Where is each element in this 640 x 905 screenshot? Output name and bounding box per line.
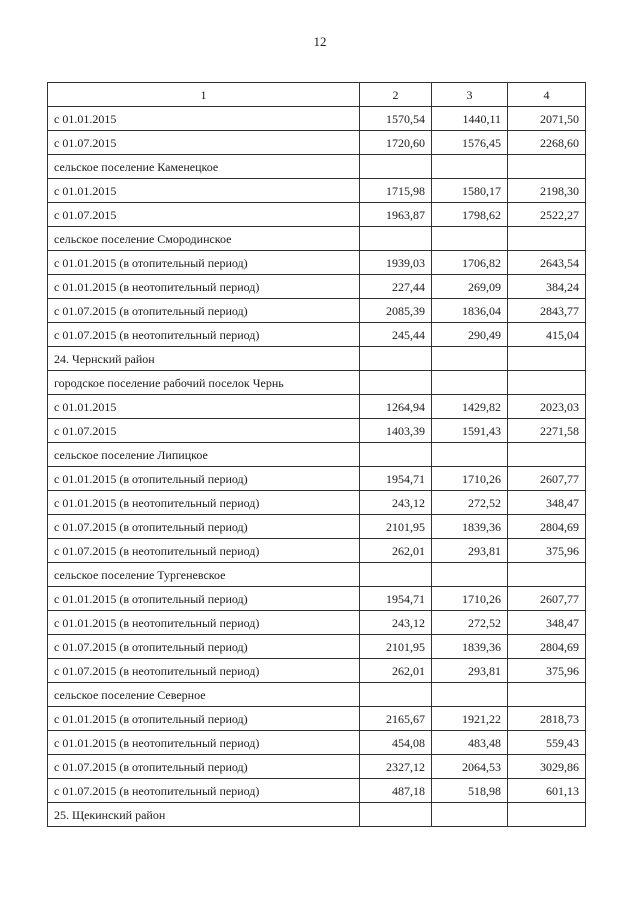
row-label: с 01.07.2015 (в неотопительный период) bbox=[48, 539, 360, 563]
table-row bbox=[48, 323, 586, 347]
table-row bbox=[48, 491, 586, 515]
row-label: сельское поселение Липицкое bbox=[48, 443, 360, 467]
value-cell-col3: 1839,36 bbox=[432, 515, 508, 539]
value-cell-col4: 2198,30 bbox=[508, 179, 586, 203]
value-cell-col4: 375,96 bbox=[508, 659, 586, 683]
value-cell-col3: 272,52 bbox=[432, 491, 508, 515]
table-header-row bbox=[48, 83, 586, 107]
table-row bbox=[48, 587, 586, 611]
table-row bbox=[48, 107, 586, 131]
row-label: 25. Щекинский район bbox=[48, 803, 360, 827]
table-row bbox=[48, 371, 586, 395]
table-row bbox=[48, 203, 586, 227]
table-row bbox=[48, 443, 586, 467]
table-row bbox=[48, 395, 586, 419]
row-label: с 01.07.2015 (в отопительный период) bbox=[48, 515, 360, 539]
value-cell-col4: 2643,54 bbox=[508, 251, 586, 275]
value-cell-col2: 487,18 bbox=[360, 779, 432, 803]
value-cell-col2 bbox=[360, 803, 432, 827]
value-cell-col4 bbox=[508, 803, 586, 827]
value-cell-col4: 2071,50 bbox=[508, 107, 586, 131]
column-header: 4 bbox=[508, 83, 586, 107]
value-cell-col3 bbox=[432, 227, 508, 251]
value-cell-col2: 243,12 bbox=[360, 611, 432, 635]
row-label: с 01.07.2015 (в неотопительный период) bbox=[48, 323, 360, 347]
value-cell-col3 bbox=[432, 803, 508, 827]
table-row bbox=[48, 635, 586, 659]
value-cell-col4 bbox=[508, 443, 586, 467]
row-label: городское поселение рабочий поселок Чернь bbox=[48, 371, 360, 395]
value-cell-col2: 454,08 bbox=[360, 731, 432, 755]
value-cell-col2 bbox=[360, 371, 432, 395]
column-header: 3 bbox=[432, 83, 508, 107]
value-cell-col3: 1576,45 bbox=[432, 131, 508, 155]
table-row bbox=[48, 467, 586, 491]
value-cell-col4: 348,47 bbox=[508, 491, 586, 515]
value-cell-col4: 2607,77 bbox=[508, 587, 586, 611]
value-cell-col4 bbox=[508, 155, 586, 179]
value-cell-col3: 293,81 bbox=[432, 539, 508, 563]
value-cell-col3: 290,49 bbox=[432, 323, 508, 347]
value-cell-col2: 262,01 bbox=[360, 659, 432, 683]
value-cell-col3: 1429,82 bbox=[432, 395, 508, 419]
value-cell-col3 bbox=[432, 371, 508, 395]
value-cell-col4: 415,04 bbox=[508, 323, 586, 347]
row-label: с 01.07.2015 (в отопительный период) bbox=[48, 299, 360, 323]
table-row bbox=[48, 611, 586, 635]
table-row bbox=[48, 515, 586, 539]
row-label: с 01.01.2015 (в неотопительный период) bbox=[48, 275, 360, 299]
value-cell-col2: 1403,39 bbox=[360, 419, 432, 443]
table-row bbox=[48, 179, 586, 203]
table-row bbox=[48, 779, 586, 803]
row-label: с 01.07.2015 (в неотопительный период) bbox=[48, 659, 360, 683]
row-label: с 01.07.2015 (в отопительный период) bbox=[48, 755, 360, 779]
value-cell-col2: 2165,67 bbox=[360, 707, 432, 731]
value-cell-col4: 2268,60 bbox=[508, 131, 586, 155]
value-cell-col2: 2327,12 bbox=[360, 755, 432, 779]
value-cell-col3: 483,48 bbox=[432, 731, 508, 755]
value-cell-col3: 269,09 bbox=[432, 275, 508, 299]
row-label: с 01.07.2015 (в неотопительный период) bbox=[48, 779, 360, 803]
value-cell-col2: 2101,95 bbox=[360, 635, 432, 659]
value-cell-col3 bbox=[432, 683, 508, 707]
row-label: с 01.01.2015 (в отопительный период) bbox=[48, 251, 360, 275]
table-row bbox=[48, 803, 586, 827]
table-row bbox=[48, 563, 586, 587]
row-label: сельское поселение Каменецкое bbox=[48, 155, 360, 179]
row-label: с 01.01.2015 (в неотопительный период) bbox=[48, 491, 360, 515]
value-cell-col2: 1715,98 bbox=[360, 179, 432, 203]
value-cell-col4: 2818,73 bbox=[508, 707, 586, 731]
value-cell-col4: 2607,77 bbox=[508, 467, 586, 491]
value-cell-col2: 245,44 bbox=[360, 323, 432, 347]
row-label: с 01.01.2015 (в отопительный период) bbox=[48, 467, 360, 491]
value-cell-col2: 262,01 bbox=[360, 539, 432, 563]
value-cell-col2: 1954,71 bbox=[360, 587, 432, 611]
value-cell-col4: 601,13 bbox=[508, 779, 586, 803]
table-row bbox=[48, 299, 586, 323]
table-row bbox=[48, 275, 586, 299]
value-cell-col4: 2023,03 bbox=[508, 395, 586, 419]
value-cell-col2 bbox=[360, 227, 432, 251]
row-label: 24. Чернский район bbox=[48, 347, 360, 371]
row-label: с 01.07.2015 bbox=[48, 131, 360, 155]
row-label: с 01.01.2015 (в неотопительный период) bbox=[48, 731, 360, 755]
value-cell-col4 bbox=[508, 371, 586, 395]
column-header: 2 bbox=[360, 83, 432, 107]
value-cell-col4 bbox=[508, 683, 586, 707]
table-row bbox=[48, 683, 586, 707]
value-cell-col4: 2522,27 bbox=[508, 203, 586, 227]
value-cell-col3: 1710,26 bbox=[432, 587, 508, 611]
table-row bbox=[48, 659, 586, 683]
value-cell-col2 bbox=[360, 155, 432, 179]
row-label: с 01.01.2015 bbox=[48, 395, 360, 419]
row-label: с 01.01.2015 (в отопительный период) bbox=[48, 587, 360, 611]
value-cell-col4 bbox=[508, 227, 586, 251]
value-cell-col2 bbox=[360, 347, 432, 371]
value-cell-col2 bbox=[360, 563, 432, 587]
table-row bbox=[48, 731, 586, 755]
value-cell-col3: 1710,26 bbox=[432, 467, 508, 491]
table-row bbox=[48, 347, 586, 371]
value-cell-col3: 1580,17 bbox=[432, 179, 508, 203]
row-label: сельское поселение Смородинское bbox=[48, 227, 360, 251]
value-cell-col2: 1954,71 bbox=[360, 467, 432, 491]
value-cell-col4 bbox=[508, 347, 586, 371]
value-cell-col4: 375,96 bbox=[508, 539, 586, 563]
value-cell-col3: 2064,53 bbox=[432, 755, 508, 779]
value-cell-col3 bbox=[432, 155, 508, 179]
value-cell-col2: 1264,94 bbox=[360, 395, 432, 419]
value-cell-col3 bbox=[432, 443, 508, 467]
column-header: 1 bbox=[48, 83, 360, 107]
value-cell-col3: 1798,62 bbox=[432, 203, 508, 227]
table-row bbox=[48, 419, 586, 443]
value-cell-col2: 1939,03 bbox=[360, 251, 432, 275]
page-number: 12 bbox=[313, 34, 327, 49]
value-cell-col3: 1706,82 bbox=[432, 251, 508, 275]
value-cell-col3: 272,52 bbox=[432, 611, 508, 635]
value-cell-col4: 559,43 bbox=[508, 731, 586, 755]
row-label: с 01.01.2015 bbox=[48, 179, 360, 203]
value-cell-col4: 384,24 bbox=[508, 275, 586, 299]
value-cell-col2: 2101,95 bbox=[360, 515, 432, 539]
value-cell-col4: 2843,77 bbox=[508, 299, 586, 323]
row-label: сельское поселение Тургеневское bbox=[48, 563, 360, 587]
tariff-table bbox=[47, 82, 586, 827]
value-cell-col2: 243,12 bbox=[360, 491, 432, 515]
table-row bbox=[48, 755, 586, 779]
value-cell-col4 bbox=[508, 563, 586, 587]
table-body bbox=[48, 83, 586, 827]
row-label: сельское поселение Северное bbox=[48, 683, 360, 707]
value-cell-col4: 2804,69 bbox=[508, 515, 586, 539]
row-label: с 01.07.2015 bbox=[48, 419, 360, 443]
value-cell-col3: 1440,11 bbox=[432, 107, 508, 131]
table-row bbox=[48, 707, 586, 731]
value-cell-col4: 2804,69 bbox=[508, 635, 586, 659]
value-cell-col2: 2085,39 bbox=[360, 299, 432, 323]
value-cell-col3: 293,81 bbox=[432, 659, 508, 683]
row-label: с 01.07.2015 (в отопительный период) bbox=[48, 635, 360, 659]
table-row bbox=[48, 227, 586, 251]
value-cell-col3: 1836,04 bbox=[432, 299, 508, 323]
row-label: с 01.01.2015 bbox=[48, 107, 360, 131]
value-cell-col3: 1921,22 bbox=[432, 707, 508, 731]
value-cell-col3 bbox=[432, 563, 508, 587]
value-cell-col4: 2271,58 bbox=[508, 419, 586, 443]
table-row bbox=[48, 131, 586, 155]
row-label: с 01.01.2015 (в неотопительный период) bbox=[48, 611, 360, 635]
value-cell-col2: 1720,60 bbox=[360, 131, 432, 155]
value-cell-col2 bbox=[360, 683, 432, 707]
value-cell-col4: 3029,86 bbox=[508, 755, 586, 779]
value-cell-col2: 1570,54 bbox=[360, 107, 432, 131]
value-cell-col2: 227,44 bbox=[360, 275, 432, 299]
table-row bbox=[48, 539, 586, 563]
table-row bbox=[48, 155, 586, 179]
value-cell-col3: 518,98 bbox=[432, 779, 508, 803]
value-cell-col2 bbox=[360, 443, 432, 467]
value-cell-col3: 1591,43 bbox=[432, 419, 508, 443]
table-row bbox=[48, 251, 586, 275]
value-cell-col4: 348,47 bbox=[508, 611, 586, 635]
value-cell-col3 bbox=[432, 347, 508, 371]
value-cell-col3: 1839,36 bbox=[432, 635, 508, 659]
row-label: с 01.01.2015 (в отопительный период) bbox=[48, 707, 360, 731]
value-cell-col2: 1963,87 bbox=[360, 203, 432, 227]
row-label: с 01.07.2015 bbox=[48, 203, 360, 227]
